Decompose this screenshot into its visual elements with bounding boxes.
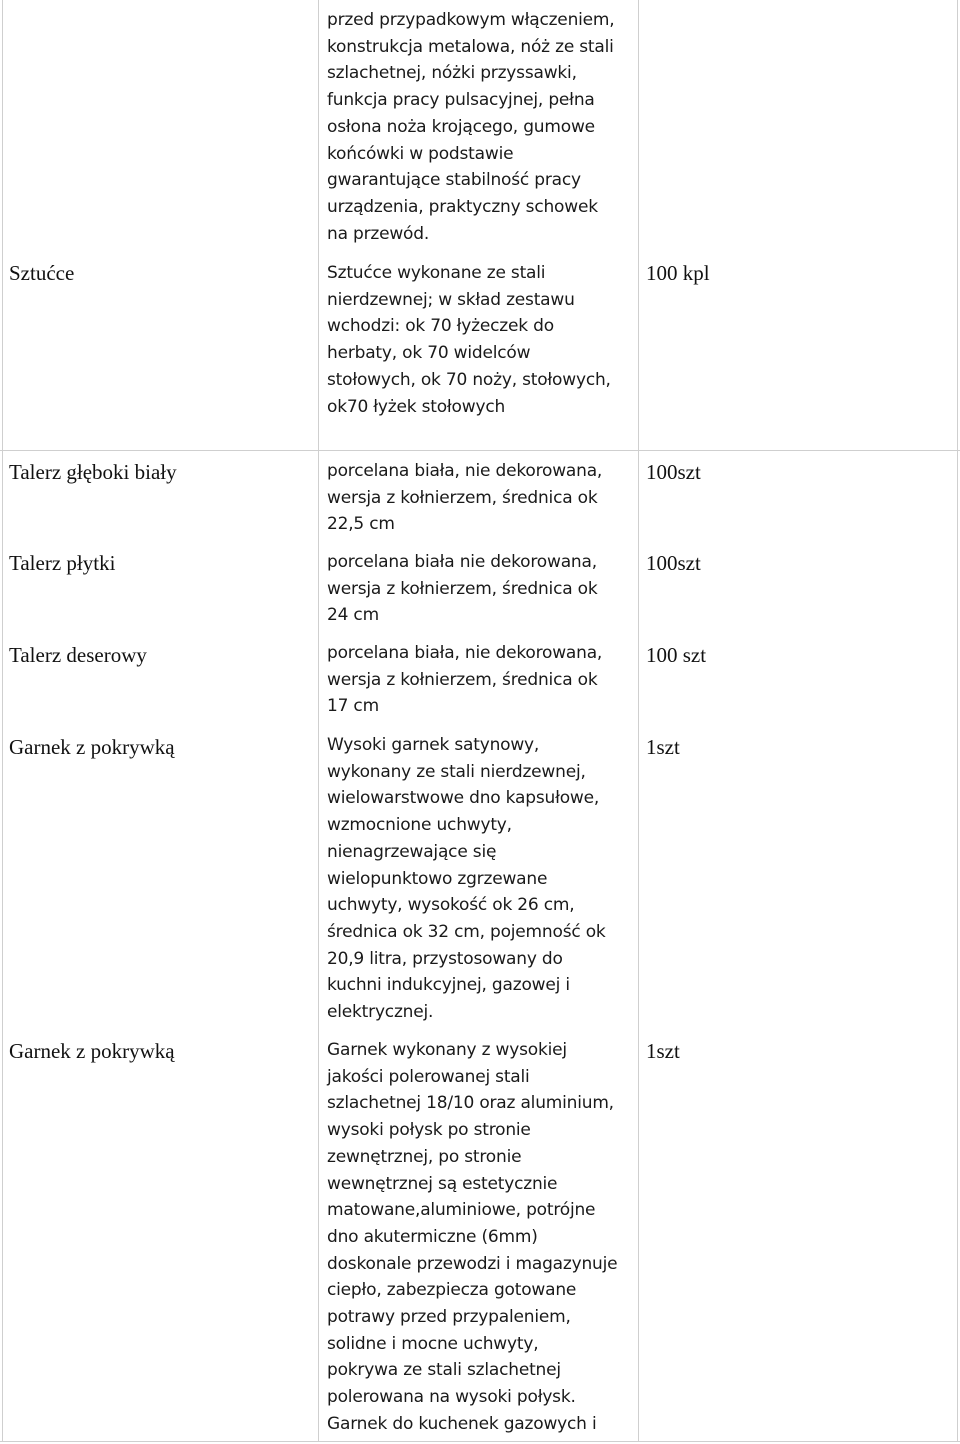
item-quantity: 100 kpl	[646, 261, 710, 285]
description-line: wersja z kołnierzem, średnica ok	[327, 578, 598, 599]
description-line: wielowarstwowe dno kapsułowe,	[327, 788, 600, 809]
item-description	[327, 549, 642, 629]
description-line: funkcja pracy pulsacyjnej, pełna	[327, 90, 595, 111]
item-name: Talerz płytki	[9, 551, 116, 575]
description-line: na przewód.	[327, 223, 430, 244]
description-line: wielopunktowo zgrzewane	[327, 868, 548, 889]
description-line: matowane,aluminiowe, potrójne	[327, 1200, 596, 1221]
item-quantity: 1szt	[646, 1039, 680, 1063]
description-line: nienagrzewające się	[327, 841, 497, 862]
item-quantity: 1szt	[646, 735, 680, 759]
description-line: 22,5 cm	[327, 514, 395, 535]
description-line: gwarantujące stabilność pracy	[327, 170, 581, 191]
description-line: wzmocnione uchwyty,	[327, 815, 512, 836]
description-line: elektrycznej.	[327, 1002, 434, 1023]
item-name: Talerz głęboki biały	[9, 460, 177, 484]
description-line: szlachetnej, nóżki przyssawki,	[327, 63, 577, 84]
description-line: jakości polerowanej stali	[327, 1066, 530, 1087]
item-name: Sztućce	[9, 261, 75, 285]
description-line: ciepło, zabezpiecza gotowane	[327, 1280, 577, 1301]
description-line: 17 cm	[327, 696, 379, 717]
description-line: konstrukcja metalowa, nóż ze stali	[327, 36, 614, 57]
item-description	[327, 640, 642, 720]
description-line: kuchni indukcyjnej, gazowej i	[327, 975, 570, 996]
table-border-left	[2, 0, 3, 1441]
item-description	[327, 260, 642, 420]
description-line: wykonany ze stali nierdzewnej,	[327, 761, 586, 782]
description-line: Garnek wykonany z wysokiej	[327, 1040, 567, 1060]
description-line: wersja z kołnierzem, średnica ok	[327, 669, 598, 690]
description-line: porcelana biała, nie dekorowana,	[327, 461, 603, 481]
description-line: przed przypadkowym włączeniem,	[327, 10, 615, 30]
description-line: dno akutermiczne (6mm)	[327, 1226, 538, 1247]
description-line: szlachetnej 18/10 oraz aluminium,	[327, 1093, 614, 1114]
description-line: porcelana biała, nie dekorowana,	[327, 643, 603, 663]
item-quantity: 100szt	[646, 551, 701, 575]
item-description	[327, 732, 642, 1026]
description-line: urządzenia, praktyczny schowek	[327, 196, 598, 217]
column-divider-1	[318, 0, 319, 1441]
description-line: uchwyty, wysokość ok 26 cm,	[327, 895, 575, 916]
description-line: 24 cm	[327, 605, 379, 626]
item-name: Garnek z pokrywką	[9, 1039, 175, 1063]
description-line: pokrywa ze stali szlachetnej	[327, 1360, 561, 1381]
description-line: zewnętrznej, po stronie	[327, 1146, 522, 1167]
item-description	[327, 458, 642, 538]
item-quantity: 100szt	[646, 460, 701, 484]
description-line: wersja z kołnierzem, średnica ok	[327, 487, 598, 508]
item-quantity: 100 szt	[646, 643, 707, 667]
description-line: herbaty, ok 70 widelców	[327, 343, 531, 364]
description-line: średnica ok 32 cm, pojemność ok	[327, 921, 606, 942]
description-line: polerowana na wysoki połysk.	[327, 1387, 576, 1408]
table-border-bottom	[0, 1441, 960, 1442]
description-line: porcelana biała nie dekorowana,	[327, 552, 597, 572]
description-line: końcówki w podstawie	[327, 143, 514, 164]
description-line: wysoki połysk po stronie	[327, 1120, 531, 1141]
description-line: solidne i mocne uchwyty,	[327, 1333, 539, 1354]
item-name: Garnek z pokrywką	[9, 735, 175, 759]
description-line: osłona noża krojącego, gumowe	[327, 116, 595, 137]
description-line: Sztućce wykonane ze stali	[327, 263, 546, 283]
description-line: wewnętrznej są estetycznie	[327, 1173, 558, 1194]
description-line: doskonale przewodzi i magazynuje	[327, 1253, 618, 1274]
description-line: Wysoki garnek satynowy,	[327, 735, 540, 755]
description-line: nierdzewnej; w skład zestawu	[327, 289, 575, 310]
description-line: ok70 łyżek stołowych	[327, 396, 506, 417]
item-description	[327, 1037, 642, 1438]
table-border-right	[957, 0, 958, 1441]
description-line: wchodzi: ok 70 łyżeczek do	[327, 316, 554, 337]
item-name: Talerz deserowy	[9, 643, 147, 667]
description-line: potrawy przed przypaleniem,	[327, 1307, 571, 1328]
description-line: 20,9 litra, przystosowany do	[327, 948, 563, 969]
row-divider	[0, 450, 960, 451]
description-line: stołowych, ok 70 noży, stołowych,	[327, 369, 611, 390]
continuation-description	[327, 7, 642, 247]
description-line: Garnek do kuchenek gazowych i	[327, 1413, 597, 1434]
